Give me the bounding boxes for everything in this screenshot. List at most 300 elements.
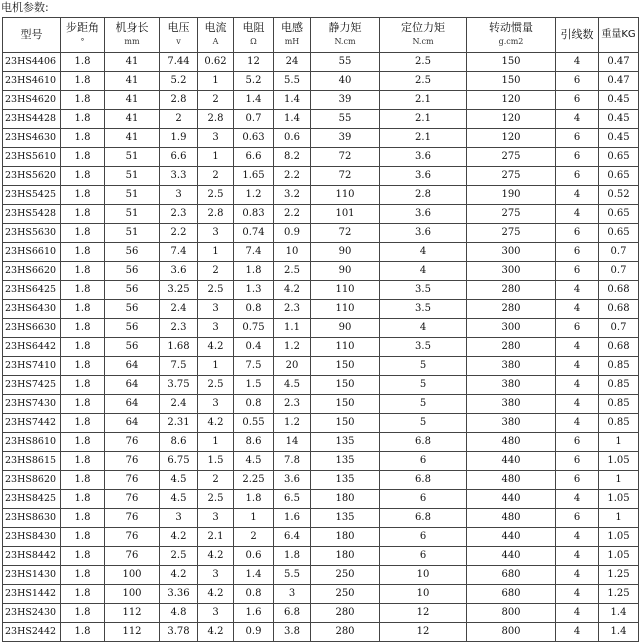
table-row [3, 566, 639, 585]
cell-step-angle: 1.8 [61, 509, 105, 528]
cell-voltage: 4.8 [160, 604, 198, 623]
cell-inductance: 24 [274, 53, 311, 72]
cell-current: 2 [198, 471, 234, 490]
cell-holding-torque: 135 [311, 452, 380, 471]
cell-length: 76 [105, 490, 160, 509]
cell-detent-torque: 3.5 [380, 281, 467, 300]
cell-holding-torque: 150 [311, 357, 380, 376]
cell-detent-torque: 3.6 [380, 224, 467, 243]
cell-voltage: 4.2 [160, 566, 198, 585]
cell-voltage: 3 [160, 186, 198, 205]
cell-step-angle: 1.8 [61, 148, 105, 167]
cell-weight: 0.85 [599, 376, 639, 395]
table-row [3, 319, 639, 338]
cell-holding-torque: 90 [311, 262, 380, 281]
cell-resistance: 1 [234, 509, 274, 528]
header-length: 机身长 mm [105, 18, 160, 53]
cell-step-angle: 1.8 [61, 547, 105, 566]
cell-step-angle: 1.8 [61, 53, 105, 72]
cell-step-angle: 1.8 [61, 338, 105, 357]
cell-resistance: 5.2 [234, 72, 274, 91]
cell-step-angle: 1.8 [61, 281, 105, 300]
cell-model: 23HS6620 [3, 262, 61, 281]
cell-inductance: 0.9 [274, 224, 311, 243]
cell-length: 41 [105, 53, 160, 72]
table-row [3, 338, 639, 357]
cell-holding-torque: 180 [311, 490, 380, 509]
cell-model: 23HS6610 [3, 243, 61, 262]
cell-step-angle: 1.8 [61, 604, 105, 623]
cell-detent-torque: 6.8 [380, 471, 467, 490]
cell-resistance: 2.25 [234, 471, 274, 490]
cell-inertia: 120 [467, 129, 556, 148]
cell-holding-torque: 110 [311, 338, 380, 357]
cell-holding-torque: 90 [311, 243, 380, 262]
cell-model: 23HS6425 [3, 281, 61, 300]
cell-leads: 6 [556, 167, 599, 186]
cell-current: 3 [198, 604, 234, 623]
cell-model: 23HS8425 [3, 490, 61, 509]
cell-resistance: 1.5 [234, 376, 274, 395]
cell-holding-torque: 250 [311, 566, 380, 585]
cell-model: 23HS4610 [3, 72, 61, 91]
cell-voltage: 6.6 [160, 148, 198, 167]
cell-holding-torque: 39 [311, 91, 380, 110]
cell-voltage: 4.5 [160, 471, 198, 490]
table-row [3, 547, 639, 566]
cell-detent-torque: 5 [380, 376, 467, 395]
cell-leads: 6 [556, 243, 599, 262]
table-row [3, 509, 639, 528]
cell-length: 76 [105, 509, 160, 528]
cell-step-angle: 1.8 [61, 91, 105, 110]
cell-inductance: 4.5 [274, 376, 311, 395]
cell-inductance: 5.5 [274, 566, 311, 585]
cell-step-angle: 1.8 [61, 129, 105, 148]
cell-step-angle: 1.8 [61, 110, 105, 129]
cell-inertia: 275 [467, 148, 556, 167]
cell-leads: 4 [556, 338, 599, 357]
cell-weight: 0.85 [599, 395, 639, 414]
cell-resistance: 0.8 [234, 300, 274, 319]
cell-length: 64 [105, 357, 160, 376]
cell-inertia: 190 [467, 186, 556, 205]
cell-length: 76 [105, 433, 160, 452]
cell-inertia: 440 [467, 452, 556, 471]
cell-current: 2.1 [198, 528, 234, 547]
cell-inertia: 300 [467, 319, 556, 338]
cell-weight: 1 [599, 509, 639, 528]
cell-length: 51 [105, 186, 160, 205]
cell-leads: 6 [556, 471, 599, 490]
cell-step-angle: 1.8 [61, 452, 105, 471]
cell-inertia: 440 [467, 547, 556, 566]
table-row [3, 623, 639, 642]
cell-inertia: 300 [467, 243, 556, 262]
cell-step-angle: 1.8 [61, 395, 105, 414]
cell-voltage: 7.44 [160, 53, 198, 72]
cell-inductance: 10 [274, 243, 311, 262]
cell-resistance: 1.8 [234, 490, 274, 509]
table-row [3, 528, 639, 547]
cell-model: 23HS6430 [3, 300, 61, 319]
cell-inductance: 1.6 [274, 509, 311, 528]
cell-model: 23HS6442 [3, 338, 61, 357]
table-row [3, 376, 639, 395]
cell-holding-torque: 150 [311, 395, 380, 414]
cell-length: 100 [105, 585, 160, 604]
table-row [3, 129, 639, 148]
header-row [3, 18, 639, 53]
cell-resistance: 1.2 [234, 186, 274, 205]
table-row [3, 300, 639, 319]
cell-resistance: 0.9 [234, 623, 274, 642]
header-voltage: 电压 v [160, 18, 198, 53]
cell-voltage: 6.75 [160, 452, 198, 471]
cell-inductance: 8.2 [274, 148, 311, 167]
cell-length: 56 [105, 243, 160, 262]
cell-leads: 4 [556, 300, 599, 319]
cell-weight: 0.85 [599, 414, 639, 433]
cell-weight: 0.47 [599, 53, 639, 72]
cell-current: 3 [198, 509, 234, 528]
cell-inductance: 20 [274, 357, 311, 376]
cell-length: 56 [105, 281, 160, 300]
header-current: 电流 A [198, 18, 234, 53]
cell-leads: 4 [556, 490, 599, 509]
cell-detent-torque: 2.1 [380, 91, 467, 110]
cell-length: 41 [105, 110, 160, 129]
cell-inertia: 480 [467, 433, 556, 452]
cell-leads: 6 [556, 319, 599, 338]
cell-inertia: 800 [467, 623, 556, 642]
cell-holding-torque: 180 [311, 547, 380, 566]
cell-inertia: 380 [467, 414, 556, 433]
cell-model: 23HS5610 [3, 148, 61, 167]
cell-weight: 1 [599, 433, 639, 452]
cell-inductance: 14 [274, 433, 311, 452]
cell-holding-torque: 280 [311, 623, 380, 642]
cell-holding-torque: 110 [311, 300, 380, 319]
cell-resistance: 0.7 [234, 110, 274, 129]
cell-current: 2 [198, 262, 234, 281]
cell-inertia: 280 [467, 300, 556, 319]
cell-step-angle: 1.8 [61, 224, 105, 243]
cell-model: 23HS4630 [3, 129, 61, 148]
cell-step-angle: 1.8 [61, 72, 105, 91]
cell-resistance: 12 [234, 53, 274, 72]
cell-current: 2.5 [198, 490, 234, 509]
cell-weight: 0.7 [599, 319, 639, 338]
cell-weight: 0.85 [599, 357, 639, 376]
cell-length: 112 [105, 604, 160, 623]
cell-weight: 1 [599, 471, 639, 490]
cell-inductance: 6.5 [274, 490, 311, 509]
cell-leads: 6 [556, 433, 599, 452]
cell-leads: 6 [556, 224, 599, 243]
cell-inertia: 120 [467, 91, 556, 110]
table-row [3, 452, 639, 471]
cell-resistance: 2 [234, 528, 274, 547]
cell-weight: 1.05 [599, 490, 639, 509]
cell-resistance: 0.83 [234, 205, 274, 224]
cell-leads: 6 [556, 148, 599, 167]
cell-model: 23HS7410 [3, 357, 61, 376]
cell-voltage: 3.25 [160, 281, 198, 300]
table-row [3, 433, 639, 452]
cell-voltage: 3.78 [160, 623, 198, 642]
cell-model: 23HS8615 [3, 452, 61, 471]
cell-detent-torque: 6 [380, 452, 467, 471]
cell-holding-torque: 150 [311, 414, 380, 433]
cell-current: 2.8 [198, 110, 234, 129]
cell-leads: 4 [556, 414, 599, 433]
cell-inertia: 275 [467, 167, 556, 186]
cell-holding-torque: 101 [311, 205, 380, 224]
cell-inductance: 7.8 [274, 452, 311, 471]
cell-model: 23HS7442 [3, 414, 61, 433]
cell-step-angle: 1.8 [61, 300, 105, 319]
cell-detent-torque: 5 [380, 357, 467, 376]
cell-model: 23HS8610 [3, 433, 61, 452]
cell-voltage: 8.6 [160, 433, 198, 452]
cell-voltage: 1.9 [160, 129, 198, 148]
cell-weight: 0.7 [599, 243, 639, 262]
cell-weight: 1.4 [599, 604, 639, 623]
cell-model: 23HS5630 [3, 224, 61, 243]
table-row [3, 585, 639, 604]
table-row [3, 471, 639, 490]
cell-resistance: 7.4 [234, 243, 274, 262]
cell-leads: 4 [556, 376, 599, 395]
cell-step-angle: 1.8 [61, 528, 105, 547]
cell-current: 0.62 [198, 53, 234, 72]
cell-leads: 6 [556, 72, 599, 91]
cell-holding-torque: 90 [311, 319, 380, 338]
cell-resistance: 0.55 [234, 414, 274, 433]
cell-length: 41 [105, 72, 160, 91]
header-leads: 引线数 [556, 18, 599, 53]
table-row [3, 224, 639, 243]
cell-voltage: 2.8 [160, 91, 198, 110]
header-weight: 重量KG [599, 18, 639, 53]
cell-weight: 0.65 [599, 224, 639, 243]
cell-current: 3 [198, 300, 234, 319]
cell-inertia: 800 [467, 604, 556, 623]
cell-weight: 0.65 [599, 167, 639, 186]
cell-leads: 4 [556, 357, 599, 376]
header-model: 型号 [3, 18, 61, 53]
table-row [3, 395, 639, 414]
cell-inertia: 150 [467, 72, 556, 91]
cell-step-angle: 1.8 [61, 319, 105, 338]
cell-voltage: 2.3 [160, 205, 198, 224]
cell-resistance: 6.6 [234, 148, 274, 167]
table-row [3, 148, 639, 167]
cell-inductance: 2.3 [274, 300, 311, 319]
cell-current: 1 [198, 433, 234, 452]
cell-resistance: 8.6 [234, 433, 274, 452]
cell-leads: 4 [556, 623, 599, 642]
cell-weight: 0.68 [599, 300, 639, 319]
cell-leads: 4 [556, 186, 599, 205]
cell-weight: 0.65 [599, 205, 639, 224]
cell-length: 100 [105, 566, 160, 585]
cell-detent-torque: 10 [380, 566, 467, 585]
cell-inductance: 1.8 [274, 547, 311, 566]
cell-inertia: 440 [467, 490, 556, 509]
cell-length: 76 [105, 547, 160, 566]
cell-model: 23HS8442 [3, 547, 61, 566]
cell-detent-torque: 6 [380, 547, 467, 566]
table-row [3, 604, 639, 623]
cell-voltage: 2.3 [160, 319, 198, 338]
cell-weight: 0.47 [599, 72, 639, 91]
cell-weight: 1.25 [599, 585, 639, 604]
cell-current: 1 [198, 243, 234, 262]
cell-step-angle: 1.8 [61, 376, 105, 395]
cell-holding-torque: 72 [311, 148, 380, 167]
cell-detent-torque: 6.8 [380, 509, 467, 528]
cell-current: 3 [198, 395, 234, 414]
cell-step-angle: 1.8 [61, 471, 105, 490]
header-resistance: 电阻 Ω [234, 18, 274, 53]
cell-voltage: 1.68 [160, 338, 198, 357]
cell-current: 4.2 [198, 338, 234, 357]
cell-current: 2.5 [198, 186, 234, 205]
cell-holding-torque: 135 [311, 433, 380, 452]
cell-holding-torque: 72 [311, 167, 380, 186]
cell-voltage: 7.5 [160, 357, 198, 376]
cell-current: 3 [198, 129, 234, 148]
cell-resistance: 0.4 [234, 338, 274, 357]
cell-current: 1 [198, 148, 234, 167]
table-row [3, 281, 639, 300]
table-row [3, 72, 639, 91]
cell-model: 23HS1430 [3, 566, 61, 585]
header-inertia: 转动惯量 g.cm2 [467, 18, 556, 53]
cell-detent-torque: 10 [380, 585, 467, 604]
cell-leads: 4 [556, 604, 599, 623]
cell-model: 23HS6630 [3, 319, 61, 338]
cell-weight: 0.45 [599, 110, 639, 129]
cell-detent-torque: 5 [380, 414, 467, 433]
cell-weight: 0.45 [599, 91, 639, 110]
cell-length: 76 [105, 528, 160, 547]
table-row [3, 357, 639, 376]
cell-current: 4.2 [198, 547, 234, 566]
cell-holding-torque: 72 [311, 224, 380, 243]
cell-voltage: 3.6 [160, 262, 198, 281]
cell-detent-torque: 12 [380, 604, 467, 623]
cell-holding-torque: 110 [311, 281, 380, 300]
cell-detent-torque: 3.5 [380, 338, 467, 357]
cell-resistance: 1.4 [234, 566, 274, 585]
cell-detent-torque: 6.8 [380, 433, 467, 452]
cell-voltage: 2.4 [160, 300, 198, 319]
cell-length: 64 [105, 414, 160, 433]
cell-step-angle: 1.8 [61, 433, 105, 452]
cell-current: 4.2 [198, 623, 234, 642]
cell-leads: 4 [556, 528, 599, 547]
cell-step-angle: 1.8 [61, 167, 105, 186]
table-body [3, 53, 639, 642]
cell-step-angle: 1.8 [61, 490, 105, 509]
cell-inertia: 280 [467, 338, 556, 357]
cell-holding-torque: 55 [311, 53, 380, 72]
cell-inductance: 1.2 [274, 414, 311, 433]
cell-current: 1 [198, 72, 234, 91]
cell-length: 56 [105, 338, 160, 357]
table-row [3, 243, 639, 262]
cell-voltage: 4.5 [160, 490, 198, 509]
cell-length: 56 [105, 262, 160, 281]
cell-weight: 0.68 [599, 281, 639, 300]
cell-current: 2.5 [198, 376, 234, 395]
cell-voltage: 2.5 [160, 547, 198, 566]
cell-detent-torque: 5 [380, 395, 467, 414]
cell-current: 4.2 [198, 585, 234, 604]
cell-detent-torque: 3.5 [380, 300, 467, 319]
cell-leads: 6 [556, 262, 599, 281]
cell-length: 41 [105, 91, 160, 110]
cell-resistance: 0.8 [234, 585, 274, 604]
cell-current: 2.8 [198, 205, 234, 224]
cell-voltage: 2 [160, 110, 198, 129]
cell-detent-torque: 2.5 [380, 72, 467, 91]
cell-resistance: 4.5 [234, 452, 274, 471]
cell-weight: 1.25 [599, 566, 639, 585]
cell-inductance: 2.2 [274, 167, 311, 186]
cell-leads: 4 [556, 281, 599, 300]
cell-inertia: 480 [467, 471, 556, 490]
cell-current: 1 [198, 357, 234, 376]
cell-length: 56 [105, 300, 160, 319]
cell-leads: 4 [556, 205, 599, 224]
cell-voltage: 7.4 [160, 243, 198, 262]
cell-resistance: 0.63 [234, 129, 274, 148]
motor-spec-table [2, 17, 639, 642]
cell-length: 41 [105, 129, 160, 148]
cell-inertia: 440 [467, 528, 556, 547]
cell-detent-torque: 4 [380, 243, 467, 262]
cell-inductance: 1.4 [274, 110, 311, 129]
cell-model: 23HS4428 [3, 110, 61, 129]
cell-step-angle: 1.8 [61, 243, 105, 262]
cell-inductance: 3.8 [274, 623, 311, 642]
cell-holding-torque: 135 [311, 471, 380, 490]
cell-holding-torque: 180 [311, 528, 380, 547]
cell-weight: 0.65 [599, 148, 639, 167]
header-step-angle: 步距角 ° [61, 18, 105, 53]
cell-leads: 4 [556, 395, 599, 414]
cell-detent-torque: 3.6 [380, 148, 467, 167]
cell-inductance: 4.2 [274, 281, 311, 300]
cell-leads: 4 [556, 566, 599, 585]
cell-inductance: 2.3 [274, 395, 311, 414]
cell-current: 4.2 [198, 414, 234, 433]
cell-step-angle: 1.8 [61, 585, 105, 604]
cell-inertia: 680 [467, 566, 556, 585]
cell-inertia: 280 [467, 281, 556, 300]
cell-inductance: 2.2 [274, 205, 311, 224]
cell-voltage: 3.36 [160, 585, 198, 604]
cell-length: 51 [105, 167, 160, 186]
cell-inductance: 1.1 [274, 319, 311, 338]
cell-voltage: 3.3 [160, 167, 198, 186]
cell-length: 64 [105, 376, 160, 395]
cell-model: 23HS8430 [3, 528, 61, 547]
